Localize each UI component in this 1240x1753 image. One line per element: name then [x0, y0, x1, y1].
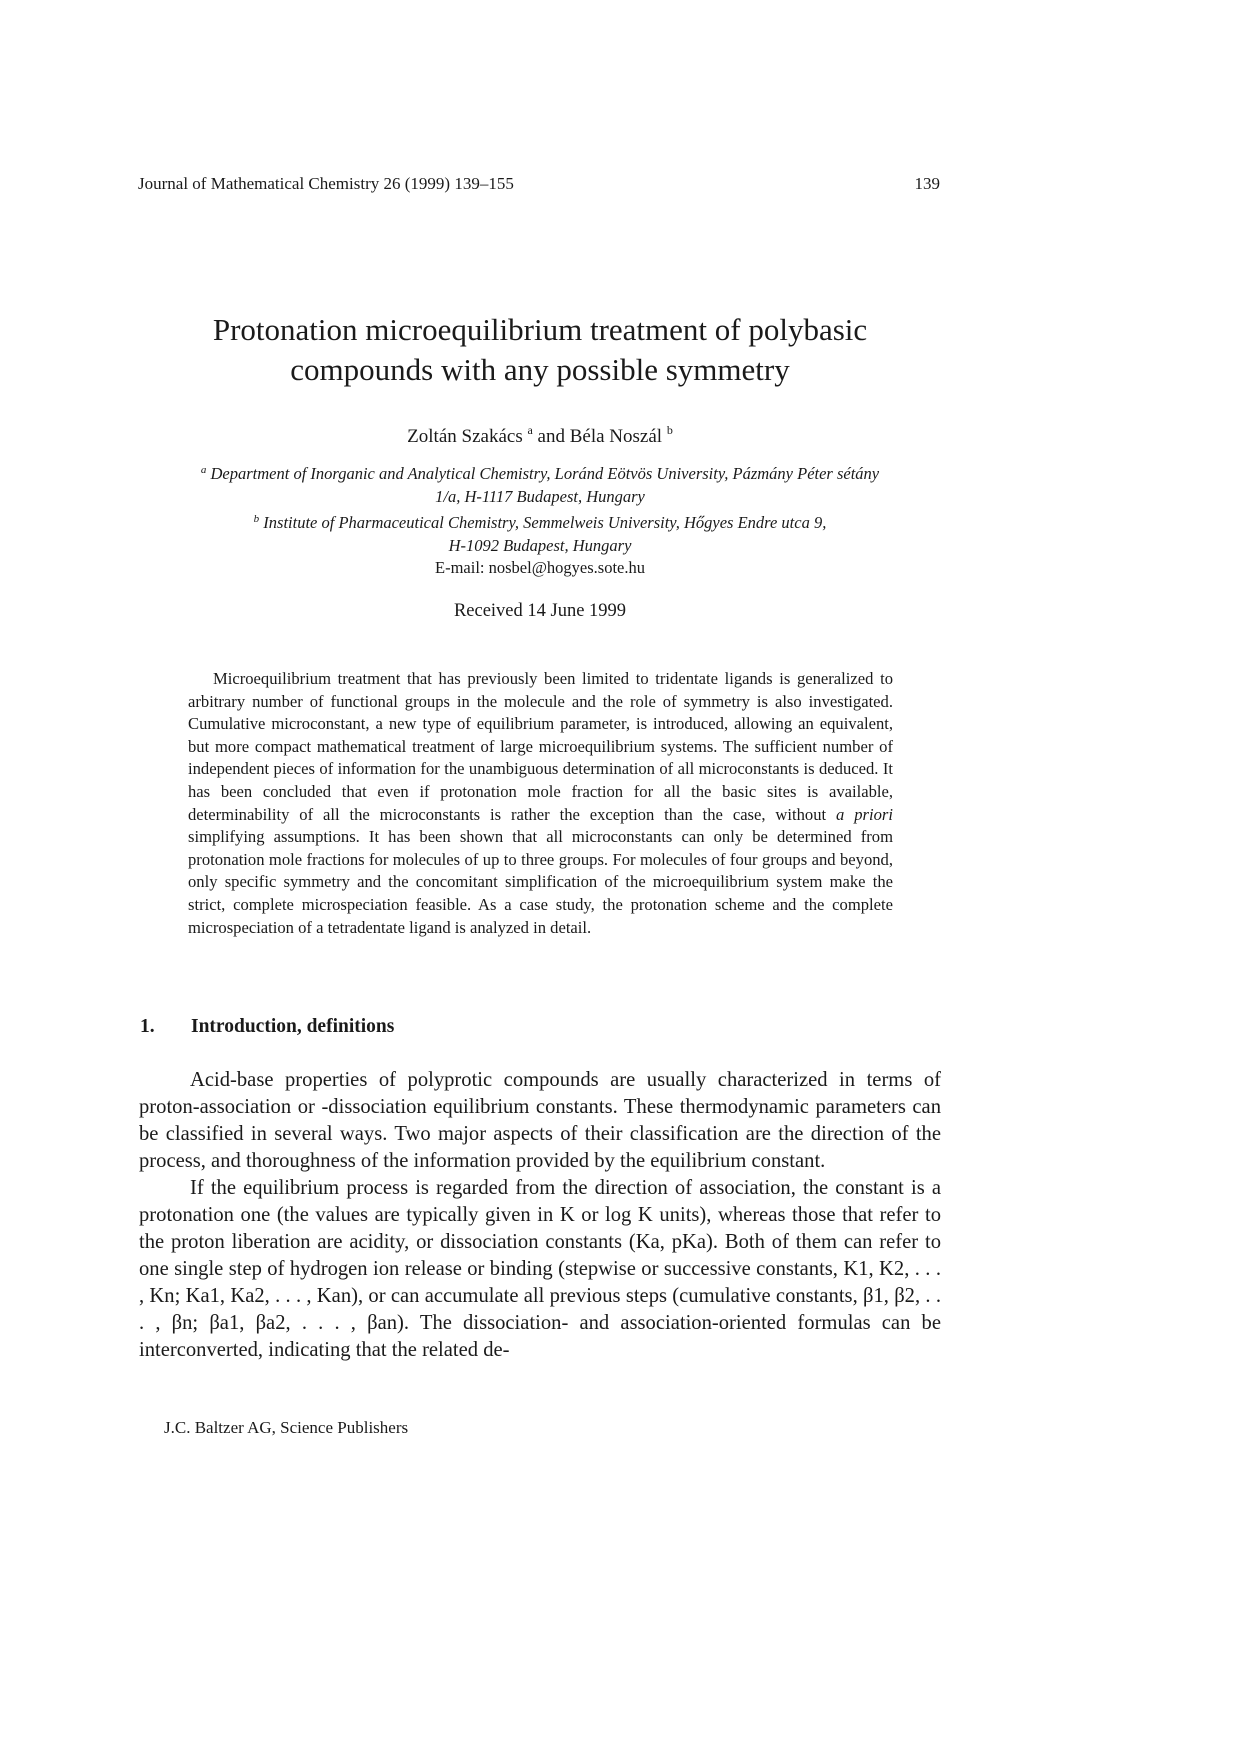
abstract-paragraph: Microequilibrium treatment that has previously been limited to tridentate ligands is generalized to arbitrary number of functional groups in the molecule and the role of symmetry is also investigated. Cumulative microconstant, a new type of equilibrium parameter, is introduced, allowing an equivalent, but more compact mathematical treatment of large microequilibrium systems. The sufficient number of independent pieces of information for the unambiguous determination of all microconstants is deduced. It has been concluded that even if protonation mole fraction for all the basic sites is available, determinability of all the microconstants is rather the exception than the case, without a priori simplifying assumptions. It has been shown that all microconstants can only be determined from protonation mole fractions for molecules of up to three groups. For molecules of four groups and beyond, only specific symmetry and the concomitant simplification of the microequilibrium system make the strict, complete microspeciation feasible. As a case study, the protonation scheme and the complete microspeciation of a tetradentate ligand is analyzed in detail. — [188, 669, 893, 937]
section-number: 1. — [140, 1016, 155, 1037]
page-number: 139 — [914, 174, 940, 193]
affiliation-a-mark: a — [200, 464, 207, 476]
paper-title — [140, 310, 940, 390]
running-head — [138, 174, 940, 194]
section-title: Introduction, definitions — [191, 1016, 395, 1037]
author-2: Béla Noszál — [569, 426, 663, 447]
section-heading — [140, 1016, 940, 1038]
journal-citation: Journal of Mathematical Chemistry 26 (1999) 139–155 — [138, 174, 514, 193]
publisher-footer: J.C. Baltzer AG, Science Publishers — [164, 1418, 409, 1437]
section-body — [139, 1067, 941, 1364]
affiliation-a-line-1: $^a$ Department of Inorganic and Analytical Chemistry, Loránd Eötvös University, Pázmány Péter sétány — [200, 464, 880, 483]
affiliations — [130, 459, 950, 580]
body-paragraph-2: If the equilibrium process is regarded from the direction of association, the constant is a protonation one (the values are typically given in K or log K units), whereas those that refer to the proton liberation are acidity, or dissociation constants (Ka, pKa). Both of them can refer to one single step of hydrogen ion release or binding (stepwise or successive constants, K1, K2, . . . , Kn; Ka1, Ka2, . . . , Kan), or can accumulate all previous steps (cumulative constants, β1, β2, . . . , βn; βa1, βa2, . . . , βan). The dissociation- and association-oriented formulas can be interconverted, indicating that the related de- — [139, 1177, 941, 1361]
title-line-1: Protonation microequilibrium treatment of polybasic — [212, 312, 868, 347]
abstract — [188, 668, 893, 939]
affiliation-b-line-1: $^b$ Institute of Pharmaceutical Chemistry, Semmelweis University, Hőgyes Endre utca 9, — [253, 513, 827, 533]
abstract-italic-phrase: a priori — [836, 804, 893, 824]
affiliation-a-line-2: 1/a, H-1117 Budapest, Hungary — [435, 486, 645, 506]
contact-email: E-mail: nosbel@hogyes.sote.hu — [435, 558, 645, 578]
body-paragraph-1: Acid-base properties of polyprotic compounds are usually characterized in terms of proton-association or -dissociation equilibrium constants. These thermodynamic parameters can be classified in several ways. Two major aspects of their classification are the direction of the process, and thoroughness of the information provided by the equilibrium constant. — [139, 1069, 941, 1172]
author-conjunction: and — [537, 426, 565, 447]
received-date: Received 14 June 1999 — [453, 601, 627, 621]
author-1: Zoltán Szakács — [407, 426, 523, 447]
title-line-2: compounds with any possible symmetry — [290, 352, 790, 387]
author-list — [140, 423, 940, 448]
affiliation-b-mark: b — [253, 513, 260, 526]
affiliation-b-line-2: H-1092 Budapest, Hungary — [448, 535, 632, 555]
author-1-affiliation-mark: a — [527, 423, 533, 437]
author-2-affiliation-mark: b — [666, 423, 673, 437]
